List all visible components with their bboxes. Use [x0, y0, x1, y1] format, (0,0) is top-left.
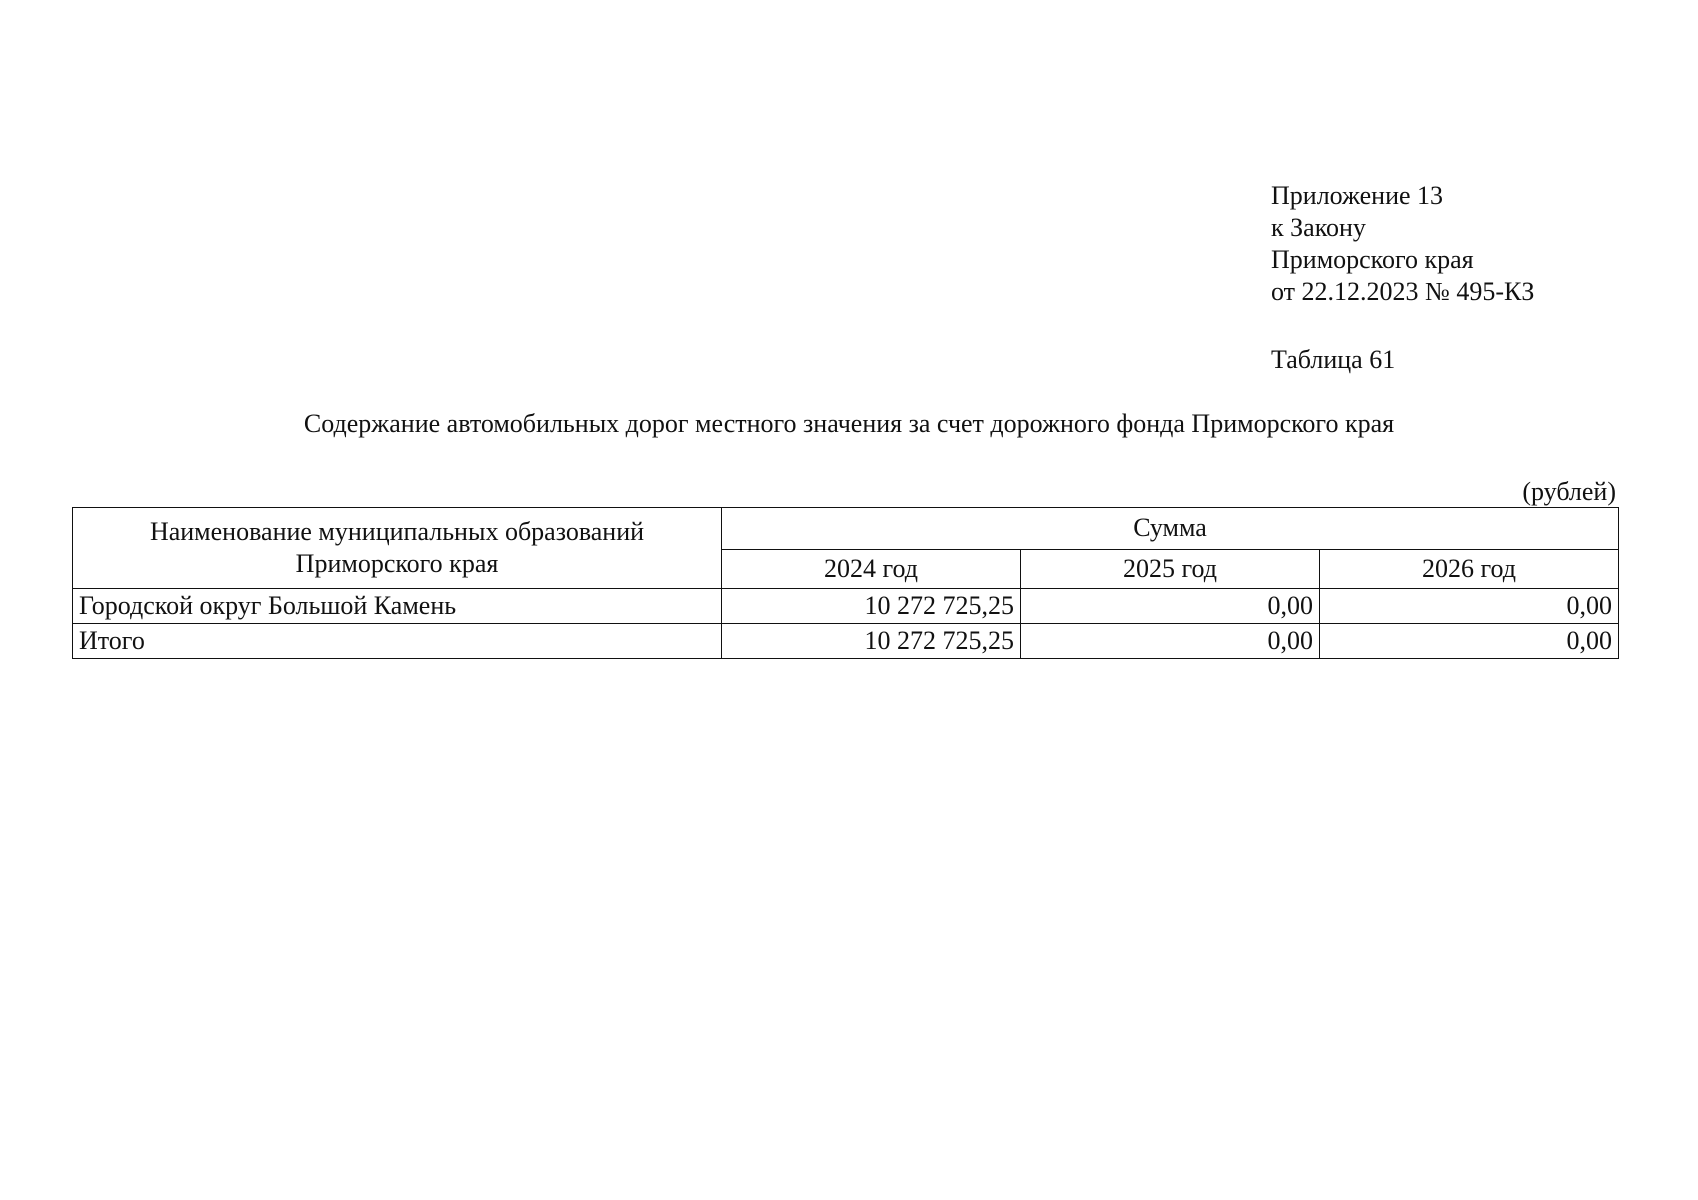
header-municipality [73, 508, 722, 589]
total-value-2026: 0,00 [1320, 624, 1619, 659]
row-value-2024: 10 272 725,25 [722, 589, 1021, 624]
units-label: (рублей) [1522, 477, 1616, 506]
appendix-reference [1271, 180, 1534, 308]
appendix-line-4: от 22.12.2023 № 495-КЗ [1271, 277, 1535, 306]
header-municipality-line-2: Приморского края [295, 549, 499, 578]
appendix-line-1: Приложение 13 [1271, 181, 1444, 210]
appendix-line-3: Приморского края [1271, 245, 1474, 274]
row-value-2025: 0,00 [1021, 589, 1320, 624]
row-municipality-name: Городской округ Большой Камень [73, 589, 722, 624]
header-year-2026: 2026 год [1320, 549, 1619, 589]
row-value-2026: 0,00 [1320, 589, 1619, 624]
budget-table [72, 507, 1619, 659]
total-value-2025: 0,00 [1021, 624, 1320, 659]
header-municipality-line-1: Наименование муниципальных образований [149, 517, 645, 546]
appendix-line-2: к Закону [1271, 213, 1366, 242]
table-total-row [73, 624, 1619, 659]
header-year-2024: 2024 год [722, 549, 1021, 589]
table-header-row [73, 508, 1619, 550]
total-label: Итого [73, 624, 722, 659]
total-value-2024: 10 272 725,25 [722, 624, 1021, 659]
table-number: Таблица 61 [1271, 345, 1396, 374]
table-row [73, 589, 1619, 624]
header-sum: Сумма [722, 508, 1619, 550]
document-title: Содержание автомобильных дорог местного значения за счет дорожного фонда Приморского края [303, 409, 1395, 438]
header-year-2025: 2025 год [1021, 549, 1320, 589]
